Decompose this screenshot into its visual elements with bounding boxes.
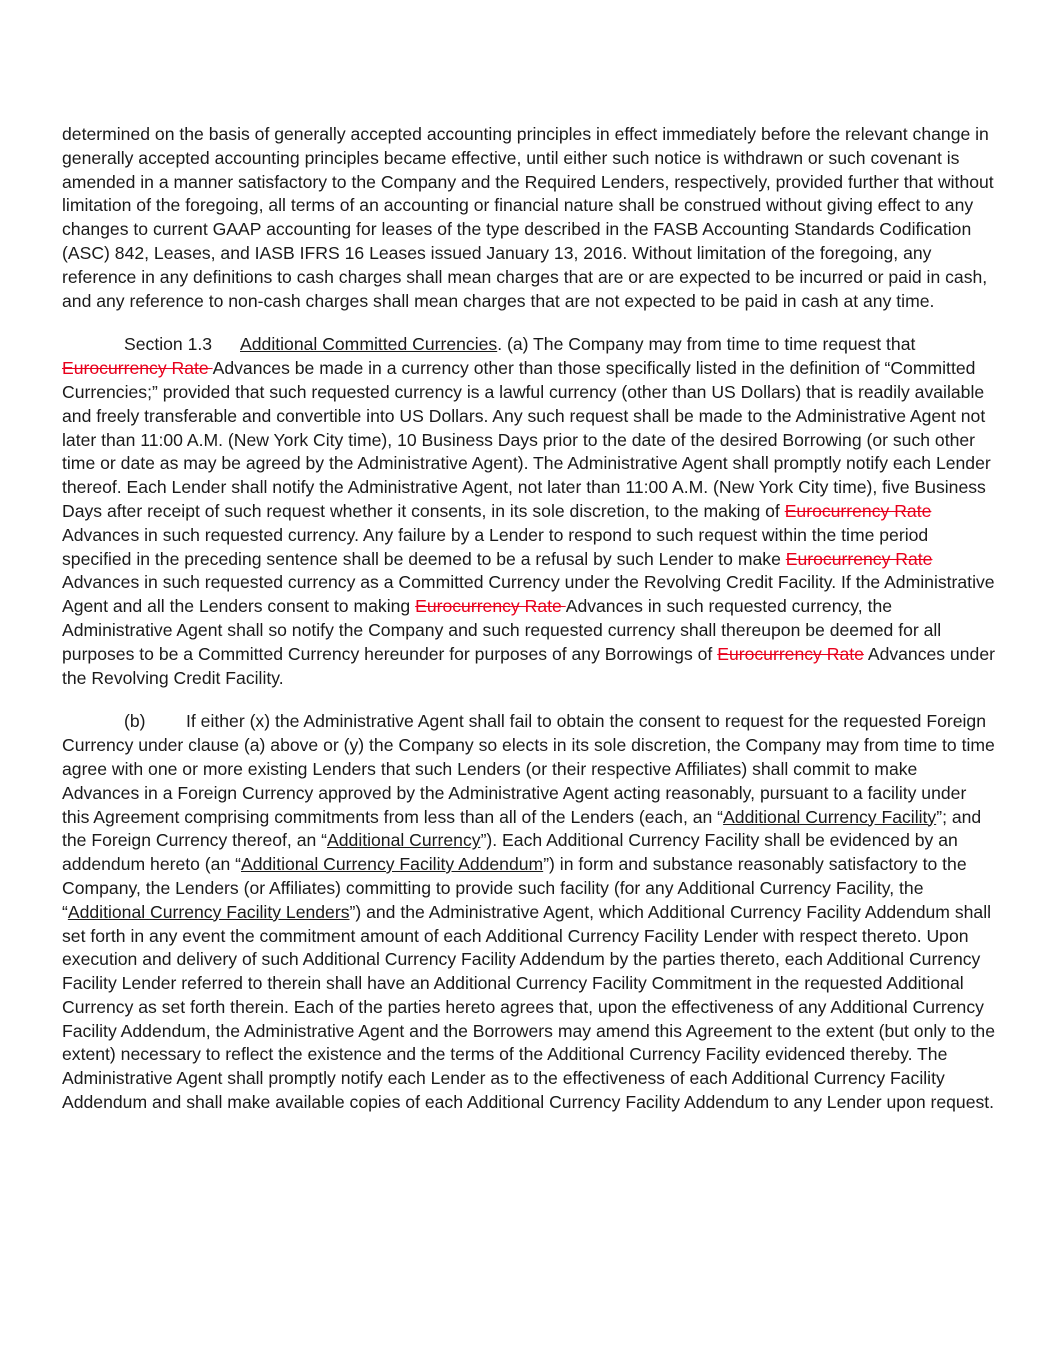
subsection-label: (b) <box>124 711 146 732</box>
subsection-text: ”) and the Administrative Agent, which Additional Currency Facility Addendum shall set forth in any event the commitment amount of each Additional Currency Facility Lender with respect thereto. Upon execution and delivery of such Additional Currency Facility Addendum by the parties thereto, each Additional Currency Facility Lender referred to therein shall have an Additional Currency Facility Commitment in the requested Additional Currency as set forth therein. Each of the parties hereto agrees that, upon the effectiveness of any Additional Currency Facility Addendum, the Administrative Agent and the Borrowers may amend this Agreement to the extent (but only to the extent) necessary to reflect the existence and the terms of the Additional Currency Facility evidenced thereby. The Administrative Agent shall promptly notify each Lender as to the effectiveness of each Additional Currency Facility Addendum and shall make available copies of each Additional Currency Facility Addendum to any Lender upon request. <box>62 901 995 1113</box>
defined-term: Additional Currency <box>327 830 481 851</box>
document-page <box>62 123 997 1135</box>
paragraph-accounting-terms <box>62 123 997 313</box>
defined-term: Additional Currency Facility Lenders <box>67 901 350 922</box>
section-text: Advances be made in a currency other than those specifically listed in the definition of “Committed Currencies;” provided that such requested currency is a lawful currency (other than US Dollars) that is readily available and freely transferable and convertible into US Dollars. Any such request shall be made to the Administrative Agent not later than 11:00 A.M. (New York City time), 10 Business Days prior to the date of the desired Borrowing (or such other time or date as may be agreed by the Administrative Agent). The Administrative Agent shall promptly notify each Lender thereof. Each Lender shall notify the Administrative Agent, not later than 11:00 A.M. (New York City time), five Business Days after receipt of such request whether it consents, in its sole discretion, to the making of <box>62 358 991 521</box>
subsection-text: ”; and the Foreign Currency thereof, an “ <box>62 806 982 851</box>
deleted-term: Eurocurrency Rate <box>62 358 213 379</box>
subsection-text: ”) in form and substance reasonably satisfactory to the Company, the Lenders (or Affiliates) committing to provide such facility (for any Additional Currency Facility, the “ <box>62 854 967 922</box>
subsection-text: If either (x) the Administrative Agent shall fail to obtain the consent to request for the requested Foreign Currency under clause (a) above or (y) the Company so elects in its sole discretion, the Company may from time to time agree with one or more existing Lenders that such Lenders (or their respective Affiliates) shall commit to make Advances in a Foreign Currency approved by the Administrative Agent acting reasonably, pursuant to a facility under this Agreement comprising commitments from less than all of the Lenders (each, an “ <box>62 711 995 827</box>
section-text: Advances in such requested currency. Any failure by a Lender to respond to such request within the time period specified in the preceding sentence shall be deemed to be a refusal by such Lender to make <box>62 524 929 569</box>
subsection-text: ”). Each Additional Currency Facility shall be evidenced by an addendum hereto (an “ <box>62 830 958 875</box>
section-number: Section 1.3 <box>124 334 213 355</box>
deleted-term: Eurocurrency Rate <box>717 643 864 664</box>
section-text: Advances under the Revolving Credit Facility. <box>62 643 995 688</box>
subsection-b-paragraph <box>62 710 997 1115</box>
section-text: . (a) The Company may from time to time request that <box>497 334 916 355</box>
section-1-3-paragraph <box>62 333 997 690</box>
section-heading: Additional Committed Currencies <box>240 334 498 355</box>
deleted-term: Eurocurrency Rate <box>785 548 933 569</box>
deleted-term: Eurocurrency Rate <box>784 500 932 521</box>
deleted-term: Eurocurrency Rate <box>415 596 566 617</box>
defined-term: Additional Currency Facility Addendum <box>241 854 544 875</box>
section-text: Advances in such requested currency as a Committed Currency under the Revolving Credit Facility. If the Administrative Agent and all the Lenders consent to making <box>62 572 995 617</box>
section-heading-gap <box>212 333 240 357</box>
defined-term: Additional Currency Facility <box>723 806 937 827</box>
section-text: Advances in such requested currency, the Administrative Agent shall so notify the Company and such requested currency shall thereupon be deemed for all purposes to be a Committed Currency hereunder for purposes of any Borrowings of <box>62 596 942 664</box>
paragraph-text: determined on the basis of generally accepted accounting principles in effect immediately before the relevant change in generally accepted accounting principles became effective, until either such notice is withdrawn or such covenant is amended in a manner satisfactory to the Company and the Required Lenders, respectively, provided further that without limitation of the foregoing, all terms of an accounting or financial nature shall be construed without giving effect to any changes to current GAAP accounting for leases of the type described in the FASB Accounting Standards Codification (ASC) 842, Leases, and IASB IFRS 16 Leases issued January 13, 2016. Without limitation of the foregoing, any reference in any definitions to cash charges shall mean charges that are or are expected to be incurred or paid in cash, and any reference to non-cash charges shall mean charges that are not expected to be paid in cash at any time. <box>62 124 994 311</box>
